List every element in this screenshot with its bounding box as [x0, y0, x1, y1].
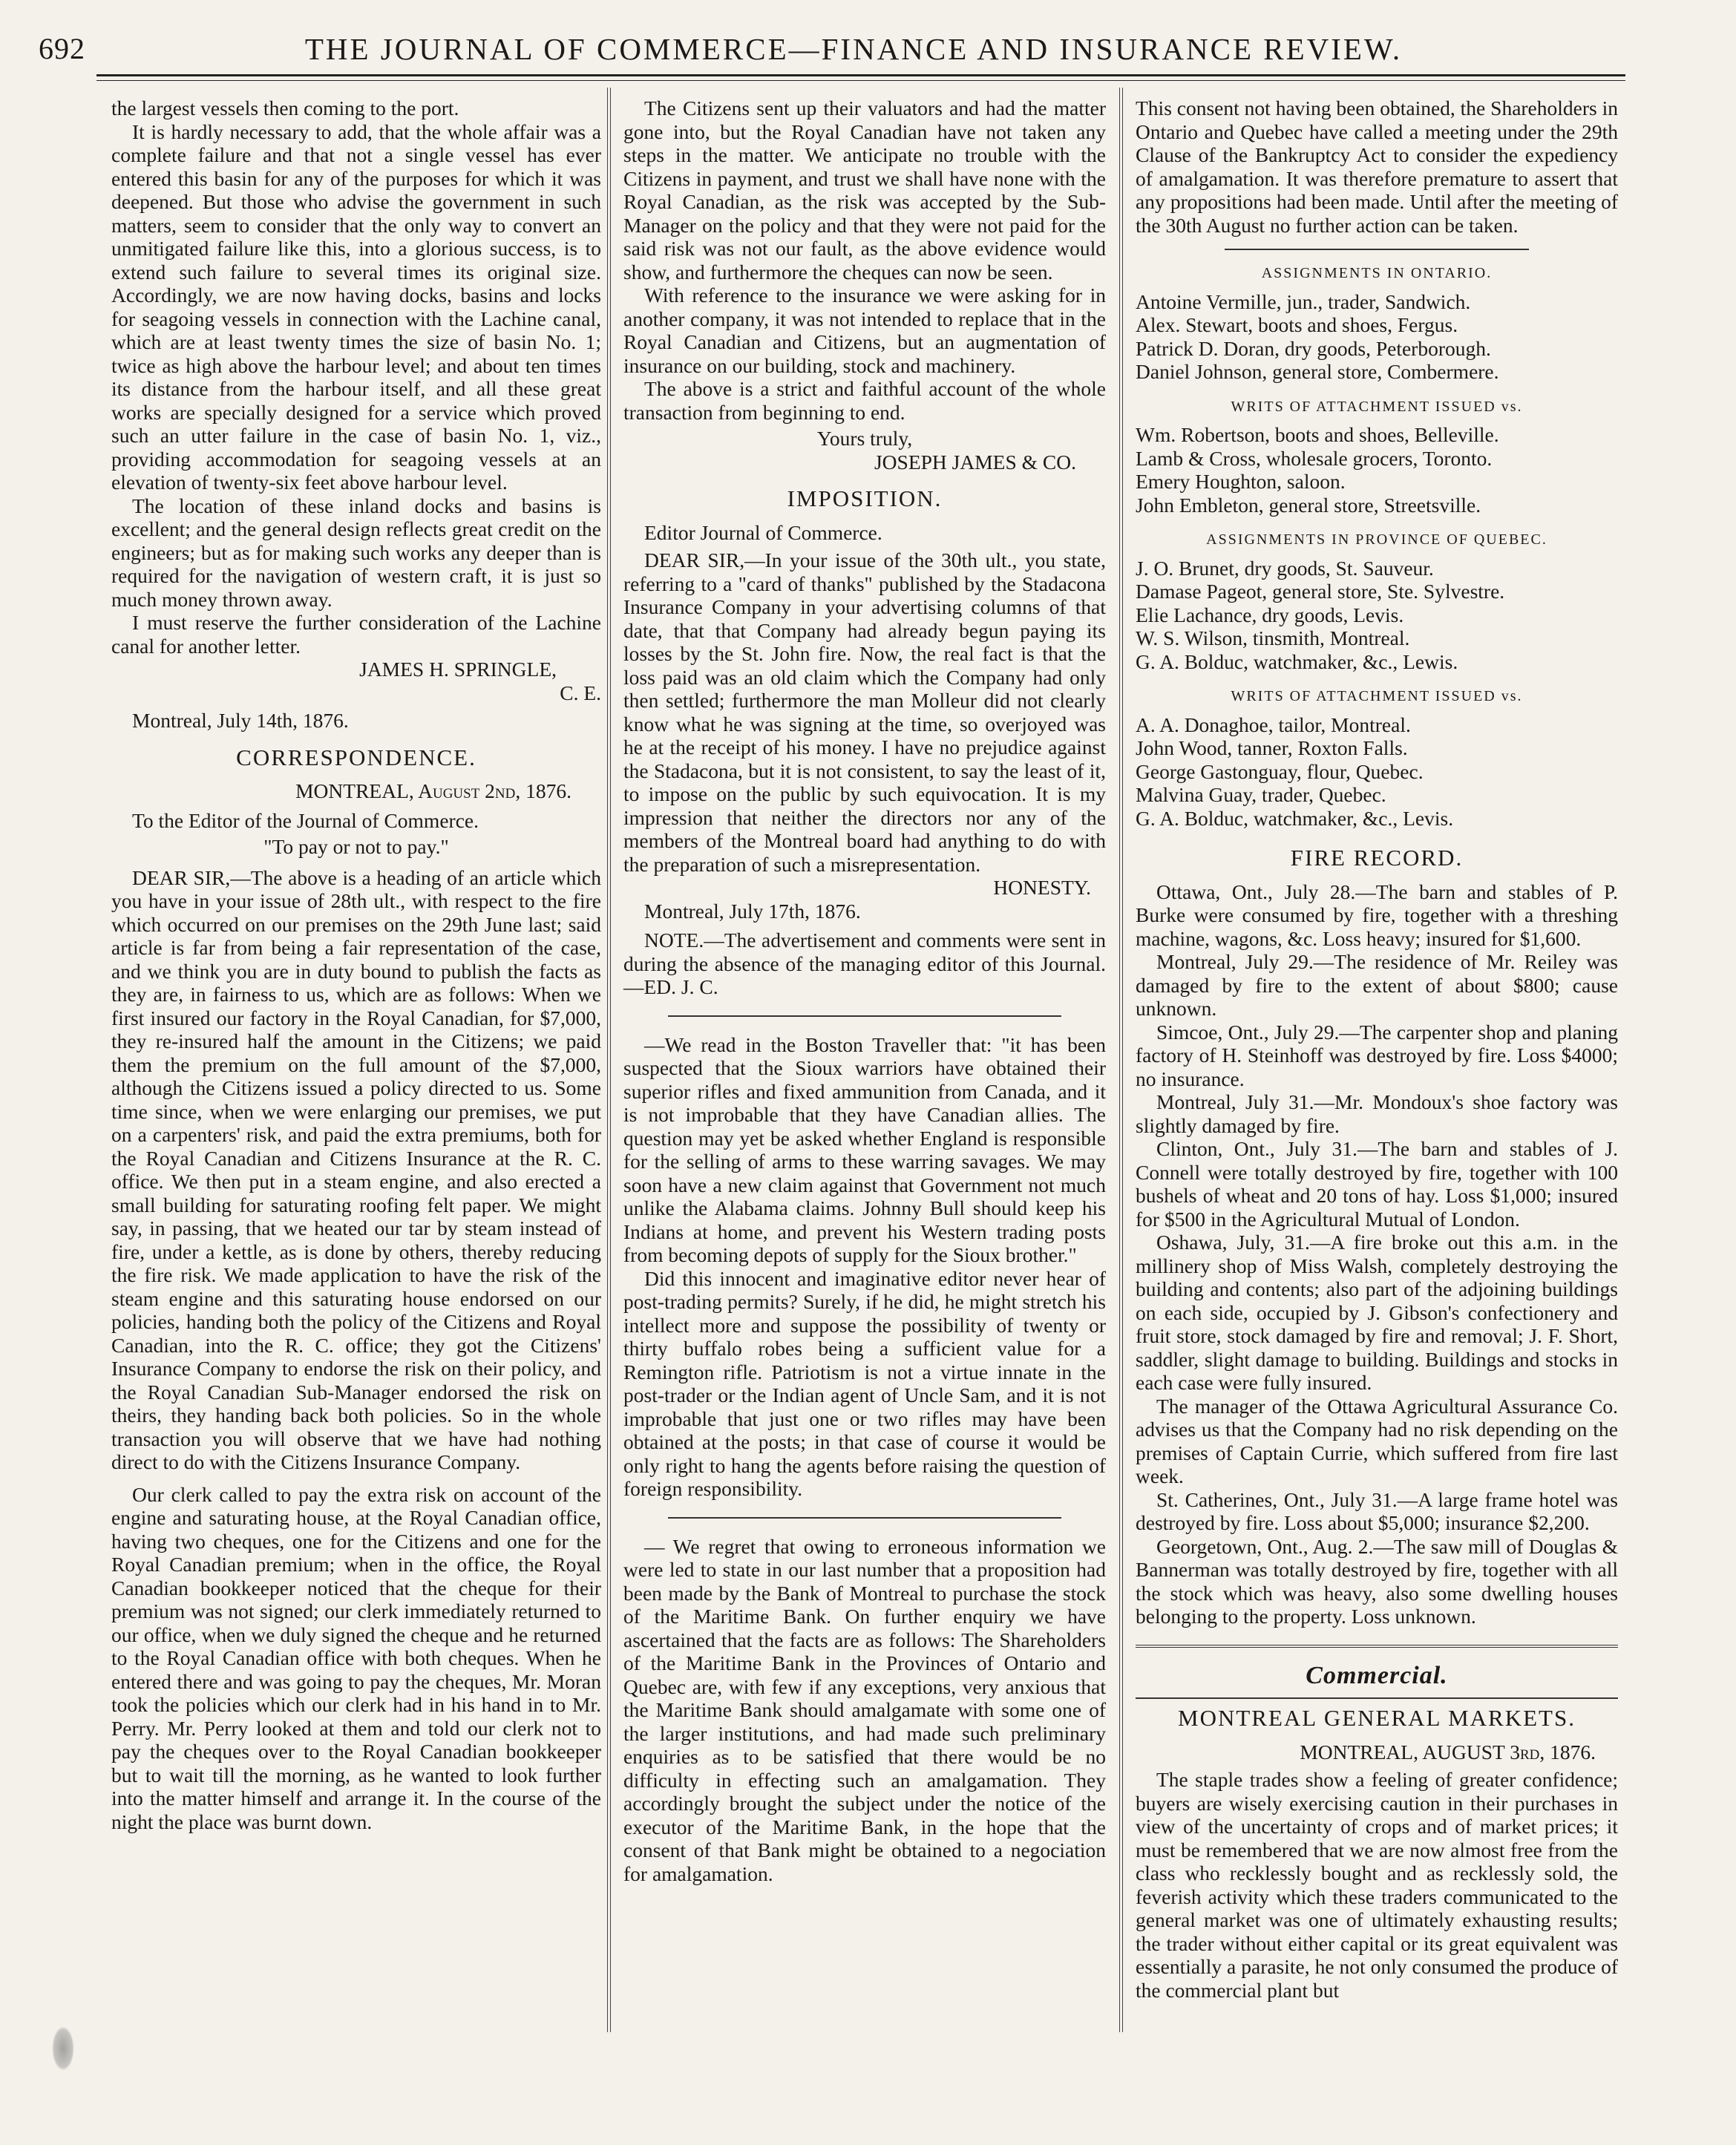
article-paragraph: the largest vessels then coming to the port. [111, 96, 459, 119]
signature-name: JAMES H. SPRINGLE, [359, 658, 557, 681]
markets-date: MONTREAL, AUGUST 3rd, 1876. [1300, 1740, 1596, 1764]
article-paragraph: It is hardly necessary to add, that the whole affair was a complete failure and that not a single vessel has ever entered this basin for any of the purposes for which it was deepened. But those who advise the government in such matters, seem to consider that the only way to convert an unmitigated failure like this, into a glorious success, is to extend such failure to several times its original size. Accordingly, we are now having docks, basins and locks for seagoing vessels in connection with the Lachine canal, which are at least twenty times the size of basin No. 1; twice as high above the harbour level; and about ten times its distance from the harbour itself, and all these great works are specially designed for a service which proved such an utter failure in the case of basin No. 1, viz., providing accommodation for seagoing vessels at an elevation of twenty-six feet above harbour level. [111, 119, 601, 494]
fire-record-item: Georgetown, Ont., Aug. 2.—The saw mill of Douglas & Bannerman was totally destroyed by fire, together with all the stock which was heavy, also some dwelling houses belonging to the property. Loss unknown. [1136, 1534, 1618, 1628]
column-divider [1119, 88, 1120, 2032]
section-heading-imposition: IMPOSITION. [787, 485, 943, 511]
list-item: George Gastonguay, flour, Quebec. [1136, 759, 1424, 783]
letter-address: To the Editor of the Journal of Commerce. [132, 808, 479, 832]
letter-signature: JOSEPH JAMES & CO. [874, 450, 1076, 474]
letter-paragraph: Our clerk called to pay the extra risk on account of the engine and saturating house, at the Royal Canadian office, having two cheques, one for the Citizens and one for the Royal Canadian premium; when in the office, the Royal Canadian bookkeeper noticed that the cheque for their premium was not signed; our clerk immediately returned to our office, when we duly signed the cheque and he returned to the Royal Canadian office with both cheques. When he entered there and was going to pay the cheques, Mr. Moran took the policies which our clerk had in his hand in to Mr. Perry. Mr. Perry looked at them and told our clerk not to pay the cheques over to the Royal Canadian bookkeeper but to wait till the morning, as he wanted to look further into the matter himself and arrange it. In the course of the night the place was burnt down. [111, 1482, 601, 1833]
letter-address: Editor Journal of Commerce. [644, 520, 882, 544]
list-item: John Wood, tanner, Roxton Falls. [1136, 736, 1408, 759]
article-paragraph: —We read in the Boston Traveller that: "it has been suspected that the Sioux warriors have obtained their superior rifles and fixed ammunition from Canada, and it is not improbable that they have Canadian allies. The question may yet be asked whether England is responsible for the selling of arms to these warring savages. We may soon have a new claim against that Government not much unlike the Alabama claims. Johnny Bull should keep his Indians at home, and prevent his Western trading posts from becoming depots of supply for the Sioux brother." [623, 1032, 1106, 1266]
list-item: Emery Houghton, saloon. [1136, 470, 1346, 493]
header-rule-thin [96, 80, 1625, 81]
fire-record-item: The manager of the Ottawa Agricultural Assurance Co. advises us that the Company had no risk depending on the premises of Captain Currie, which suffered from fire last week. [1136, 1394, 1618, 1487]
list-item: Damase Pageot, general store, Ste. Sylvestre. [1136, 580, 1505, 603]
fire-record-item: Ottawa, Ont., July 28.—The barn and stables of P. Burke were consumed by fire, together with a threshing machine, wagons, &c. Loss heavy; insured for $1,600. [1136, 880, 1618, 950]
ink-blot [52, 2026, 74, 2071]
section-heading-correspondence: CORRESPONDENCE. [236, 744, 476, 770]
article-paragraph: This consent not having been obtained, the Shareholders in Ontario and Quebec have called a meeting under the 29th Clause of the Bankruptcy Act to consider the expediency of amalgamation. It was therefore premature to assert that any propositions had been made. Until after the meeting of the 30th August no further action can be taken. [1136, 96, 1618, 237]
letter-paragraph: DEAR SIR,—In your issue of the 30th ult., you state, referring to a "card of thanks" published by the Stadacona Insurance Company in your advertising columns of that date, that that Company had already begun paying its losses by the St. John fire. Now, the real fact is that the loss paid was an old claim which the Company had only then settled; furthermore the man Molleur did not clearly know what he was signing at the time, so overjoyed was he at the receipt of his money. I have no prejudice against the Stadacona, but it is not consistent, to say the least of it, to impose on the public by such equivocation. It is my impression that neither the directors nor any of the members of the Montreal board had anything to do with the preparation of such a misrepresentation. [623, 548, 1106, 876]
article-paragraph: Did this innocent and imaginative editor never hear of post-trading permits? Surely, if he did, he might stretch his intellect more and suppose the possibility of twenty or thirty buffalo robes being a sufficient value for a Remington rifle. Patriotism is not a virtue innate in the post-trader or the Indian agent of Uncle Sam, and it is not improbable that just one or two rifles may have been obtained at the posts; in that case of course it would be only right to hang the agents before raising the question of foreign responsibility. [623, 1266, 1106, 1500]
assignments-ontario-list [1136, 290, 1618, 384]
writs-quebec-list [1136, 713, 1618, 831]
fire-record-item: St. Catherines, Ont., July 31.—A large frame hotel was destroyed by fire. Loss about $5,000; insurance $2,200. [1136, 1487, 1618, 1534]
column-3 [1136, 96, 1618, 2002]
page-number: 692 [39, 32, 85, 65]
letter-paragraph: The Citizens sent up their valuators and had the matter gone into, but the Royal Canadian have not taken any steps in the matter. We anticipate no trouble with the Citizens in payment, and trust we shall have none with the Royal Canadian, as the risk was accepted by the Sub-Manager on the policy and that they were not paid for the said risk was not our fault, as the above evidence would show, and furthermore the cheques can now be seen. [623, 96, 1106, 284]
letter-quote: "To pay or not to pay." [263, 835, 449, 858]
header-rule [96, 74, 1625, 76]
letter-paragraph: The above is a strict and faithful account of the whole transaction from beginning to end. [623, 377, 1106, 424]
list-heading: ASSIGNMENTS IN PROVINCE OF QUEBEC. [1206, 531, 1547, 548]
assignments-quebec-list [1136, 557, 1618, 674]
list-item: Patrick D. Doran, dry goods, Peterborough. [1136, 336, 1491, 360]
editor-note: NOTE.—The advertisement and comments were sent in during the absence of the managing editor of this Journal.—ED. J. C. [623, 929, 1106, 998]
list-item: Alex. Stewart, boots and shoes, Fergus. [1136, 313, 1458, 336]
column-divider [610, 88, 611, 2032]
list-item: W. S. Wilson, tinsmith, Montreal. [1136, 626, 1410, 649]
section-heading-fire-record: FIRE RECORD. [1290, 845, 1464, 871]
section-separator [1136, 1697, 1618, 1699]
article-paragraph: The location of these inland docks and basins is excellent; and the general design reflects great credit on the engineers; but as for making such works any deeper than is required for the navigation of western craft, it is just so much money thrown away. [111, 494, 601, 611]
fire-record-item: Simcoe, Ont., July 29.—The carpenter shop and planing factory of H. Steinhoff was destroyed by fire. Loss $4000; no insurance. [1136, 1020, 1618, 1090]
column-divider [1122, 88, 1123, 2032]
article-paragraph: — We regret that owing to erroneous information we were led to state in our last number that a proposition had been made by the Bank of Montreal to purchase the stock of the Maritime Bank. On further enquiry we have ascertained that the facts are as follows: The Shareholders of the Maritime Bank in the Provinces of Ontario and Quebec are, with few if any exceptions, very anxious that the Maritime Bank should amalgamate with some one of the larger institutions, and had made such preliminary enquiries as to be satisfied that there would be no difficulty in effecting such an amalgamation. They accordingly brought the subject under the notice of the executor of the Maritime Bank, in the hope that the consent of that Bank might be obtained to a negociation for amalgamation. [623, 1534, 1106, 1885]
list-item: John Embleton, general store, Streetsville. [1136, 493, 1481, 517]
letter-date: MONTREAL, August 2nd, 1876. [295, 779, 571, 802]
article-paragraph: The staple trades show a feeling of greater confidence; buyers are wisely exercising caution in their purchases in view of the uncertainty of crops and of market prices; it must be remembered that we are now almost free from the class who recklessly bought and as recklessly sold, the feverish activity which these traders communicated to the general market was one of ultimately exhausting results; the trader without either capital or its great equivalent was essentially a parasite, he not only consumed the produce of the commercial plant but [1136, 1768, 1618, 2002]
section-heading-commercial: Commercial. [1306, 1661, 1448, 1689]
list-item: Antoine Vermille, jun., trader, Sandwich. [1136, 289, 1471, 313]
article-paragraph: I must reserve the further consideration of the Lachine canal for another letter. [111, 611, 601, 658]
letter-closing: Yours truly, [816, 427, 913, 450]
section-separator [668, 1015, 1061, 1017]
dateline: Montreal, July 14th, 1876. [132, 709, 349, 732]
list-item: Daniel Johnson, general store, Combermere. [1136, 360, 1499, 383]
list-heading: ASSIGNMENTS IN ONTARIO. [1261, 265, 1493, 281]
signature-title: C. E. [560, 681, 601, 704]
letter-paragraph: DEAR SIR,—The above is a heading of an article which you have in your issue of 28th ult., with respect to the fire which occurred on our premises on the 29th June last; said article is far from being a fair representation of the case, and we think you are in duty bound to publish the facts as they are, in fairness to us, which are as follows: When we first insured our factory in the Royal Canadian, for $7,000, they re-insured half the amount in the Citizens; we paid them the premium on the full amount of the $7,000, although the Citizens issued a policy directed to us. Some time since, when we were enlarging our premises, we put on a carpenters' risk, and paid the extra premiums, both for the Royal Canadian and Citizens Insurance at the R. C. office. We then put in a steam engine, and also erected a small building for saturating roofing felt paper. We might say, in passing, that we heated our tar by steam instead of fire, under a kettle, as is done by others, thereby reducing the fire risk. We made application to have the risk of the steam engine and this saturating house endorsed on our policies, handing both the policy of the Citizens and Royal Canadian, into the R. C. office; they got the Citizens' Insurance Company to endorse the risk on their policy, and the Royal Canadian Sub-Manager endorsed the risk on theirs, they handing back both policies. So in the whole transaction you will observe that we have had nothing direct to do with the Citizens Insurance Company. [111, 865, 601, 1473]
section-separator [1225, 249, 1529, 250]
section-heading-markets: MONTREAL GENERAL MARKETS. [1178, 1705, 1576, 1731]
masthead-area [82, 21, 1625, 73]
masthead-title: THE JOURNAL OF COMMERCE—FINANCE AND INSURANCE REVIEW. [304, 32, 1403, 66]
list-heading: WRITS OF ATTACHMENT ISSUED vs. [1231, 688, 1523, 704]
letter-paragraph: With reference to the insurance we were asking for in another company, it was not intended to replace that in the Royal Canadian and Citizens, but an augmentation of insurance on our building, stock and machinery. [623, 284, 1106, 377]
dateline: Montreal, July 17th, 1876. [644, 899, 861, 923]
writs-ontario-list [1136, 423, 1618, 517]
fire-record-item: Oshawa, July, 31.—A fire broke out this a.m. in the millinery shop of Miss Walsh, completely destroying the building and contents; also part of the adjoining buildings on each side, occupied by J. Gibson's confectionery and fruit store, stock damaged by fire and removal; J. F. Short, saddler, slight damage to building. Buildings and stocks in each case were fully insured. [1136, 1231, 1618, 1394]
list-item: Lamb & Cross, wholesale grocers, Toronto. [1136, 446, 1493, 470]
fire-record-item: Montreal, July 29.—The residence of Mr. Reiley was damaged by fire to the extent of about $800; cause unknown. [1136, 950, 1618, 1020]
list-item: Elie Lachance, dry goods, Levis. [1136, 603, 1404, 626]
fire-record-item: Montreal, July 31.—Mr. Mondoux's shoe factory was slightly damaged by fire. [1136, 1090, 1618, 1137]
section-separator [668, 1517, 1061, 1519]
fire-record-list [1136, 880, 1618, 1628]
list-heading: WRITS OF ATTACHMENT ISSUED vs. [1231, 398, 1523, 415]
list-item: G. A. Bolduc, watchmaker, &c., Lewis. [1136, 649, 1458, 673]
column-divider [607, 88, 608, 2032]
fire-record-item: Clinton, Ont., July 31.—The barn and stables of J. Connell were totally destroyed by fire, together with 100 bushels of wheat and 20 tons of hay. Loss $1,000; insured for $500 in the Agricultural Mutual of London. [1136, 1137, 1618, 1231]
letter-signature: HONESTY. [993, 876, 1091, 899]
list-item: Malvina Guay, trader, Quebec. [1136, 783, 1386, 806]
column-1 [111, 96, 601, 1833]
list-item: A. A. Donaghoe, tailor, Montreal. [1136, 713, 1411, 736]
list-item: J. O. Brunet, dry goods, St. Sauveur. [1136, 556, 1434, 580]
list-item: Wm. Robertson, boots and shoes, Belleville. [1136, 423, 1499, 446]
section-separator [1136, 1645, 1618, 1648]
list-item: G. A. Bolduc, watchmaker, &c., Levis. [1136, 806, 1454, 830]
column-2 [623, 96, 1106, 1885]
